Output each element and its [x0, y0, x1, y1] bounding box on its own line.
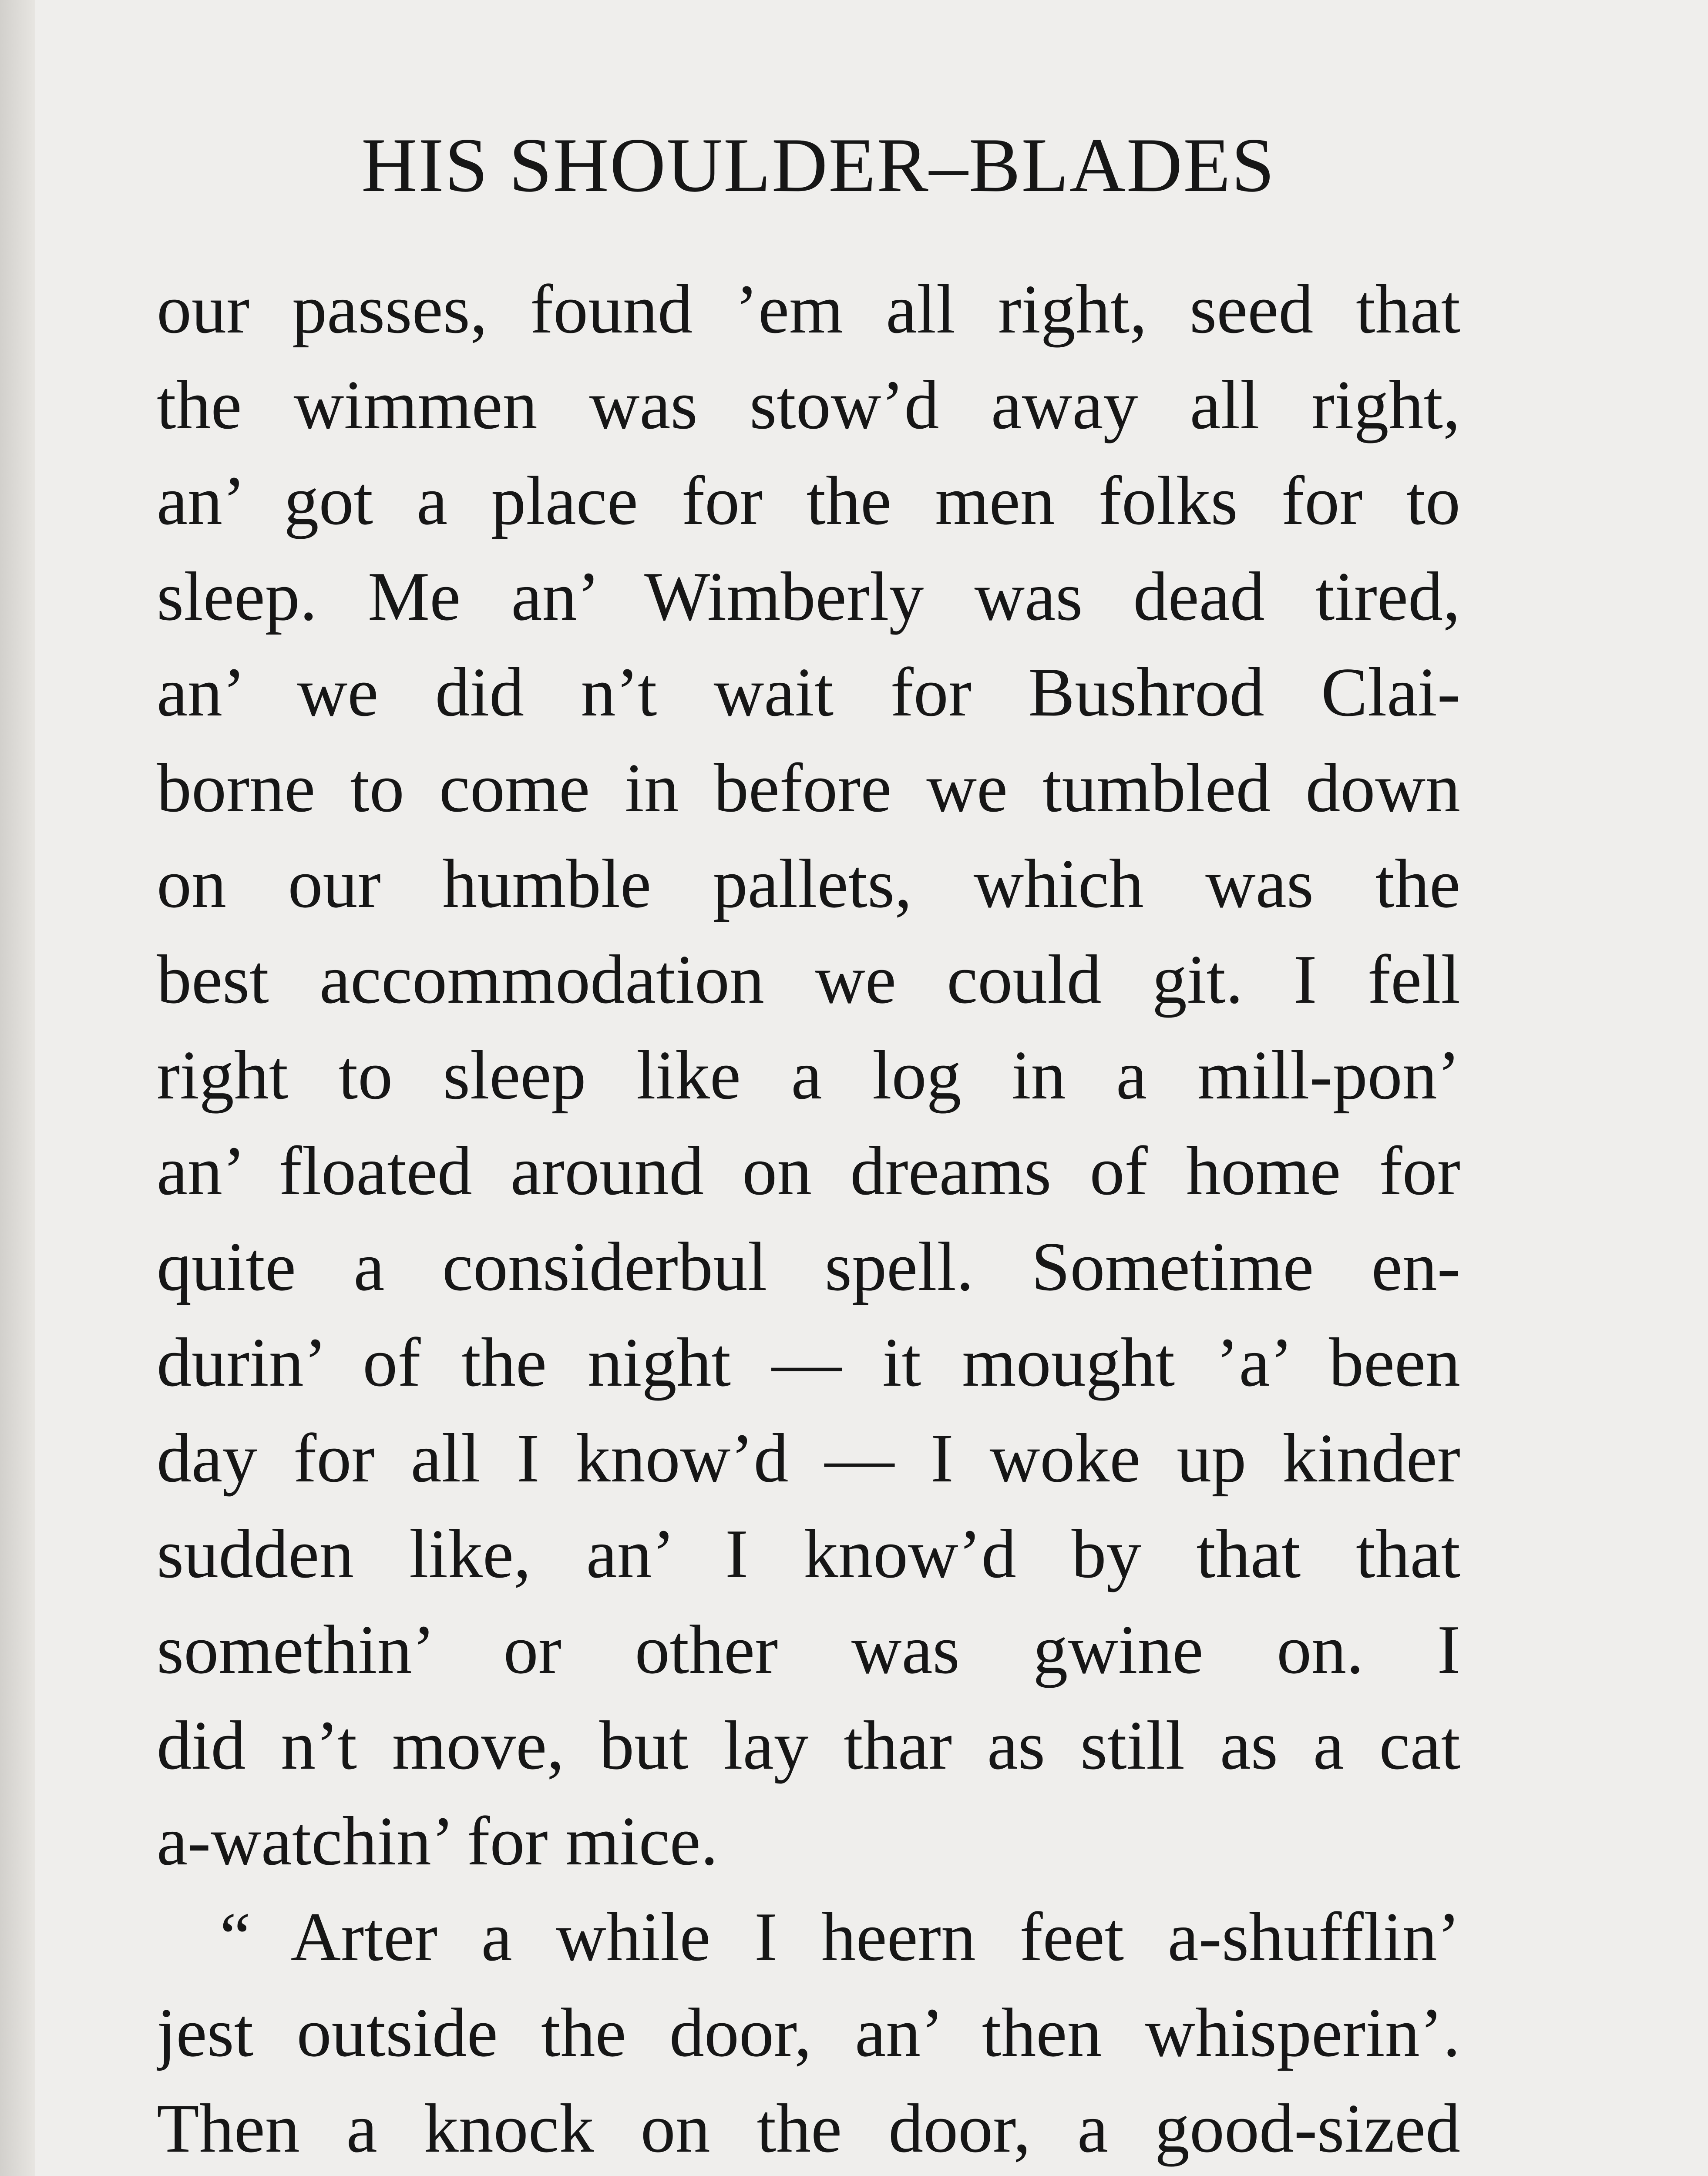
text-line-8: best accommodation we could git. I fell — [157, 940, 1460, 1018]
text-line-17: a-watchin’ for mice. — [157, 1802, 718, 1880]
text-line-19: jest outside the door, an’ then whisperin’. — [157, 1994, 1460, 2071]
text-line-15: somethin’ or other was gwine on. I — [157, 1611, 1460, 1688]
text-line-12: durin’ of the night — it mought ’a’ been — [157, 1323, 1460, 1401]
text-line-18: “ Arter a while I heern feet a-shufflin’ — [220, 1898, 1460, 1975]
text-line-13: day for all I know’d — I woke up kinder — [157, 1419, 1460, 1497]
text-line-3: an’ got a place for the men folks for to — [157, 462, 1460, 539]
running-head: HIS SHOULDER–BLADES — [361, 122, 1275, 208]
text-line-20: Then a knock on the door, a good-sized — [157, 2089, 1460, 2167]
body-text — [157, 261, 1460, 2176]
text-line-16: did n’t move, but lay thar as still as a cat — [157, 1706, 1460, 1784]
text-line-10: an’ floated around on dreams of home for — [157, 1132, 1460, 1209]
text-line-7: on our humble pallets, which was the — [157, 845, 1460, 922]
text-line-11: quite a considerbul spell. Sometime en- — [157, 1228, 1460, 1305]
text-line-9: right to sleep like a log in a mill-pon’ — [157, 1036, 1460, 1114]
text-line-4: sleep. Me an’ Wimberly was dead tired, — [157, 557, 1460, 635]
text-line-2: the wimmen was stow’d away all right, — [157, 366, 1460, 443]
text-line-5: an’ we did n’t wait for Bushrod Clai- — [157, 653, 1460, 731]
page-gutter-shadow — [0, 0, 35, 2176]
text-line-14: sudden like, an’ I know’d by that that — [157, 1515, 1460, 1592]
text-line-1: our passes, found ’em all right, seed that — [157, 270, 1460, 348]
text-line-6: borne to come in before we tumbled down — [157, 749, 1460, 826]
